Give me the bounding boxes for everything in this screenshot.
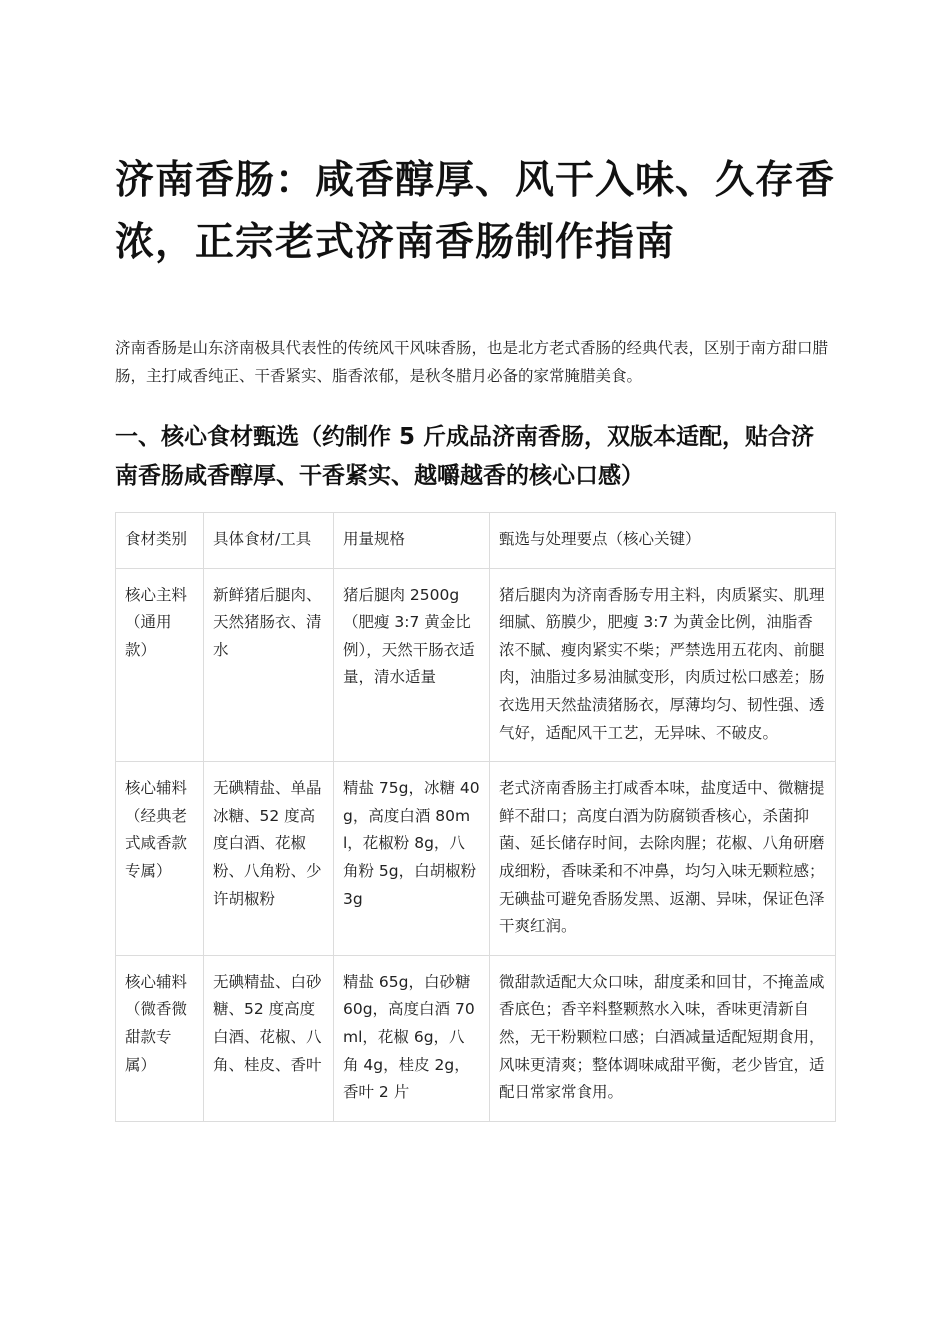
table-row (116, 762, 836, 956)
table-header-row (116, 513, 836, 569)
intro-paragraph: 济南香肠是山东济南极具代表性的传统风干风味香肠，也是北方老式香肠的经典代表，区别于南方甜口腊肠，主打咸香纯正、干香紧实、脂香浓郁，是秋冬腊月必备的家常腌腊美食。 (115, 339, 829, 385)
cell-amount: 猪后腿肉 2500g（肥瘦 3:7 黄金比例），天然干肠衣适量，清水适量 (334, 568, 490, 762)
ingredients-table (115, 512, 836, 1122)
cell-category: 核心辅料（微香微甜款专属） (116, 955, 204, 1121)
cell-amount: 精盐 75g，冰糖 40g，高度白酒 80ml，花椒粉 8g，八角粉 5g，白胡椒粉 3g (334, 762, 490, 956)
document-page (115, 150, 835, 1122)
table-row (116, 568, 836, 762)
cell-notes: 老式济南香肠主打咸香本味，盐度适中、微糖提鲜不甜口；高度白酒为防腐锁香核心，杀菌抑菌、延长储存时间，去除肉腥；花椒、八角研磨成细粉，香味柔和不冲鼻，均匀入味无颗粒感；无碘盐可避免香肠发黑、返潮、异味，保证色泽干爽红润。 (490, 762, 836, 956)
cell-notes: 微甜款适配大众口味，甜度柔和回甘，不掩盖咸香底色；香辛料整颗熬水入味，香味更清新自然，无干粉颗粒口感；白酒减量适配短期食用，风味更清爽；整体调味咸甜平衡，老少皆宜，适配日常家常食用。 (490, 955, 836, 1121)
header-cell-ingredients: 具体食材/工具 (204, 513, 334, 569)
section-heading: 一、核心食材甄选（约制作 5 斤成品济南香肠，双版本适配，贴合济南香肠咸香醇厚、干香紧实、越嚼越香的核心口感） (115, 424, 815, 489)
header-cell-category: 食材类别 (116, 513, 204, 569)
cell-ingredients: 无碘精盐、单晶冰糖、52 度高度白酒、花椒粉、八角粉、少许胡椒粉 (204, 762, 334, 956)
cell-category: 核心辅料（经典老式咸香款专属） (116, 762, 204, 956)
cell-ingredients: 无碘精盐、白砂糖、52 度高度白酒、花椒、八角、桂皮、香叶 (204, 955, 334, 1121)
page-title: 济南香肠：咸香醇厚、风干入味、久存香浓，正宗老式济南香肠制作指南 (115, 158, 836, 265)
cell-category: 核心主料（通用款） (116, 568, 204, 762)
header-cell-notes: 甄选与处理要点（核心关键） (490, 513, 836, 569)
table-row (116, 955, 836, 1121)
cell-notes: 猪后腿肉为济南香肠专用主料，肉质紧实、肌理细腻、筋膜少，肥瘦 3:7 为黄金比例，油脂香浓不腻、瘦肉紧实不柴；严禁选用五花肉、前腿肉，油脂过多易油腻变形，肉质过松口感差；肠衣选用天然盐渍猪肠衣，厚薄均匀、韧性强、透气好，适配风干工艺，无异味、不破皮。 (490, 568, 836, 762)
header-cell-amount: 用量规格 (334, 513, 490, 569)
cell-ingredients: 新鲜猪后腿肉、天然猪肠衣、清水 (204, 568, 334, 762)
cell-amount: 精盐 65g，白砂糖 60g，高度白酒 70ml，花椒 6g，八角 4g，桂皮 2g，香叶 2 片 (334, 955, 490, 1121)
